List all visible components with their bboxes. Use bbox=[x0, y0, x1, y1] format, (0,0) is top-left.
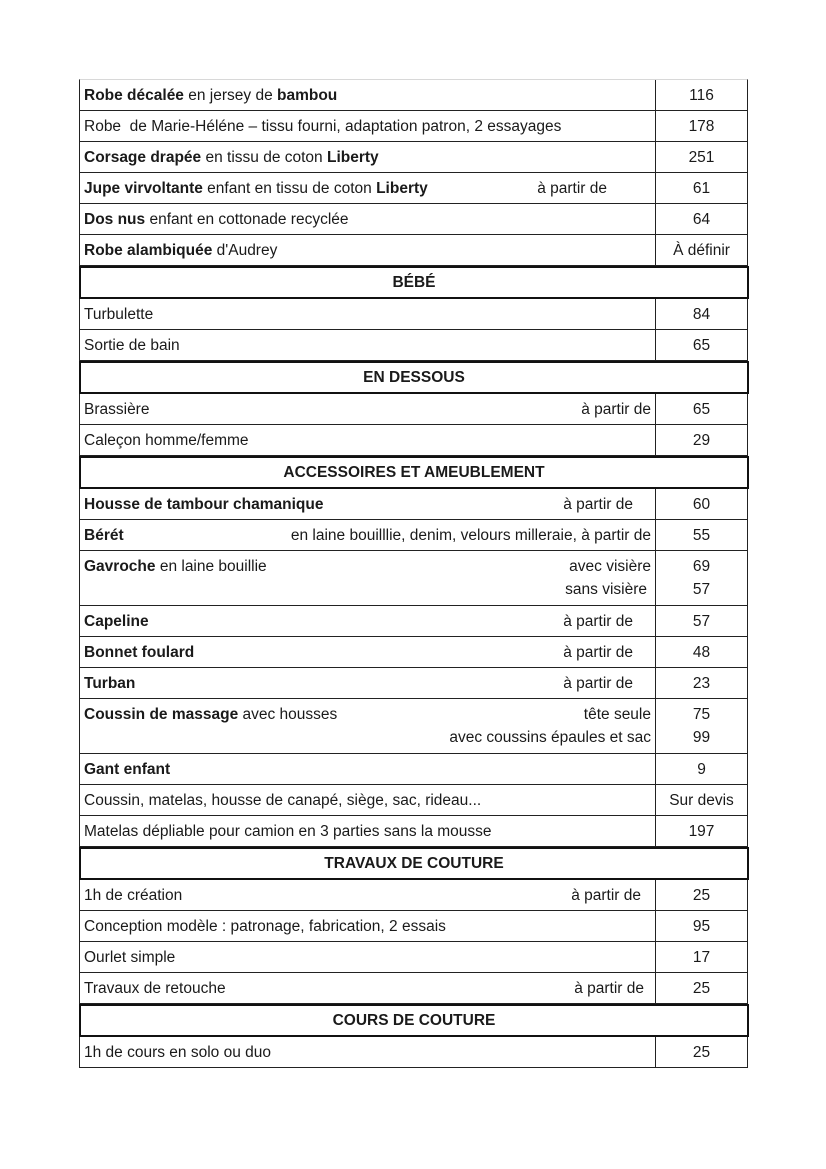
item-price: 25 bbox=[692, 1044, 711, 1061]
price-qualifier: tête seule bbox=[583, 706, 651, 723]
item-name-text: en jersey de bbox=[183, 87, 277, 104]
item-name bbox=[84, 946, 651, 969]
table-row bbox=[79, 1037, 748, 1068]
price-qualifier: avec coussins épaules et sac bbox=[449, 729, 651, 746]
table-row bbox=[79, 489, 748, 520]
item-name bbox=[84, 334, 651, 357]
price-qualifier: à partir de bbox=[563, 675, 633, 692]
item-name bbox=[84, 146, 651, 169]
price-qualifier: à partir de bbox=[571, 887, 641, 904]
table-row bbox=[79, 173, 748, 204]
item-name-text: Conception modèle : patronage, fabrication, 2 essais bbox=[84, 918, 446, 935]
item-name-bold: Bonnet foulard bbox=[84, 644, 195, 661]
item-name-bold: Housse de tambour chamanique bbox=[84, 496, 324, 513]
item-description bbox=[80, 699, 656, 753]
price-table bbox=[79, 79, 748, 1068]
item-name bbox=[84, 703, 584, 726]
item-description bbox=[80, 606, 656, 636]
item-name-text: enfant en cottonade recyclée bbox=[145, 211, 349, 228]
item-name-bold: Bérét bbox=[84, 527, 124, 544]
table-row bbox=[79, 204, 748, 235]
price-qualifier: à partir de bbox=[563, 496, 633, 513]
item-price-alt: 57 bbox=[692, 581, 711, 598]
item-name-text: en laine bouillie bbox=[155, 558, 267, 575]
item-name-bold: Capeline bbox=[84, 613, 149, 630]
rows-cours bbox=[79, 1037, 748, 1068]
section-header-travaux: TRAVAUX DE COUTURE bbox=[79, 847, 749, 880]
price-qualifier: à partir de bbox=[581, 401, 651, 418]
item-name-text: Brassière bbox=[84, 401, 150, 418]
table-row bbox=[79, 425, 748, 456]
table-row bbox=[79, 699, 748, 754]
rows-travaux bbox=[79, 880, 748, 1004]
table-row bbox=[79, 551, 748, 606]
item-price: 84 bbox=[692, 306, 711, 323]
item-price: 29 bbox=[692, 432, 711, 449]
table-row bbox=[79, 111, 748, 142]
item-price: 251 bbox=[688, 149, 715, 166]
item-name-bold: Robe décalée bbox=[84, 87, 184, 104]
table-row bbox=[79, 668, 748, 699]
item-name bbox=[84, 493, 563, 516]
item-description bbox=[80, 330, 656, 360]
item-name-bold: Dos nus bbox=[84, 211, 146, 228]
item-name bbox=[84, 884, 571, 907]
item-description bbox=[80, 816, 656, 846]
item-description bbox=[80, 911, 656, 941]
item-description bbox=[80, 880, 656, 910]
item-price: 60 bbox=[692, 496, 711, 513]
item-description bbox=[80, 111, 656, 141]
item-name bbox=[84, 641, 563, 664]
item-name-bold: Turban bbox=[84, 675, 136, 692]
item-price: Sur devis bbox=[669, 792, 734, 809]
item-name bbox=[84, 84, 651, 107]
item-name bbox=[84, 758, 651, 781]
item-name-bold: Jupe virvoltante bbox=[84, 180, 203, 197]
item-description bbox=[80, 668, 656, 698]
item-price: 25 bbox=[692, 887, 711, 904]
table-row bbox=[79, 299, 748, 330]
item-name-text: Matelas dépliable pour camion en 3 parties sans la mousse bbox=[84, 823, 492, 840]
item-price: 55 bbox=[692, 527, 711, 544]
item-price: 116 bbox=[689, 87, 714, 104]
item-price: 57 bbox=[692, 613, 711, 630]
item-name-text: avec housses bbox=[238, 706, 338, 723]
item-name bbox=[84, 524, 291, 547]
section-header-bebe: BÉBÉ bbox=[79, 266, 749, 299]
item-price: À définir bbox=[673, 242, 730, 259]
item-price: 65 bbox=[692, 337, 711, 354]
item-price: 61 bbox=[692, 180, 711, 197]
item-description bbox=[80, 973, 656, 1003]
table-row bbox=[79, 637, 748, 668]
item-description bbox=[80, 637, 656, 667]
item-description bbox=[80, 1037, 656, 1067]
price-qualifier: avec visière bbox=[569, 558, 651, 575]
table-row bbox=[79, 816, 748, 847]
item-price: 48 bbox=[692, 644, 711, 661]
item-name-text: en tissu de coton bbox=[201, 149, 327, 166]
item-name bbox=[84, 820, 651, 843]
item-price: 178 bbox=[688, 118, 715, 135]
item-description bbox=[80, 520, 656, 550]
item-name-bold: Liberty bbox=[376, 180, 428, 197]
item-description bbox=[80, 551, 656, 605]
item-name-bold: Robe alambiquée bbox=[84, 242, 213, 259]
item-name-bold: Gant enfant bbox=[84, 761, 171, 778]
item-description bbox=[80, 489, 656, 519]
item-description bbox=[80, 785, 656, 815]
item-description bbox=[80, 235, 656, 265]
item-name-text: Travaux de retouche bbox=[84, 980, 226, 997]
item-name bbox=[84, 915, 651, 938]
item-name-text: Robe de Marie-Héléne – tissu fourni, adaptation patron, 2 essayages bbox=[84, 118, 562, 135]
table-row bbox=[79, 330, 748, 361]
item-name bbox=[84, 239, 651, 262]
table-row bbox=[79, 142, 748, 173]
item-price: 23 bbox=[692, 675, 711, 692]
item-price: 65 bbox=[692, 401, 711, 418]
rows-top bbox=[79, 79, 748, 266]
rows-accessoires bbox=[79, 489, 748, 847]
item-name-bold: Coussin de massage bbox=[84, 706, 239, 723]
price-qualifier: à partir de bbox=[537, 180, 607, 197]
table-row bbox=[79, 880, 748, 911]
item-price: 197 bbox=[688, 823, 715, 840]
item-name-bold: bambou bbox=[277, 87, 338, 104]
item-price: 95 bbox=[692, 918, 711, 935]
table-row bbox=[79, 520, 748, 551]
table-row bbox=[79, 973, 748, 1004]
item-price: 69 57 bbox=[656, 551, 747, 605]
table-row bbox=[79, 235, 748, 266]
section-header-accessoires: ACCESSOIRES ET AMEUBLEMENT bbox=[79, 456, 749, 489]
item-description bbox=[80, 80, 656, 110]
item-name bbox=[84, 115, 651, 138]
item-name-text: Turbulette bbox=[84, 306, 154, 323]
rows-en-dessous bbox=[79, 394, 748, 456]
table-row bbox=[79, 754, 748, 785]
price-qualifier: à partir de bbox=[563, 613, 633, 630]
item-name bbox=[84, 177, 537, 200]
item-name-text: enfant en tissu de coton bbox=[202, 180, 377, 197]
table-row bbox=[79, 606, 748, 637]
item-name bbox=[84, 1041, 651, 1064]
section-header-cours: COURS DE COUTURE bbox=[79, 1004, 749, 1037]
item-price: 9 bbox=[697, 761, 706, 778]
item-description bbox=[80, 394, 656, 424]
item-description bbox=[80, 204, 656, 234]
item-price: 25 bbox=[692, 980, 711, 997]
item-name bbox=[84, 610, 563, 633]
item-name-bold: Gavroche bbox=[84, 558, 156, 575]
item-name bbox=[84, 429, 651, 452]
item-name-bold: Corsage drapée bbox=[84, 149, 202, 166]
table-row bbox=[79, 785, 748, 816]
item-name-text: Ourlet simple bbox=[84, 949, 176, 966]
item-description bbox=[80, 299, 656, 329]
table-row bbox=[79, 394, 748, 425]
item-description bbox=[80, 173, 656, 203]
price-qualifier: à partir de bbox=[574, 980, 644, 997]
table-row bbox=[79, 942, 748, 973]
item-description bbox=[80, 425, 656, 455]
rows-bebe bbox=[79, 299, 748, 361]
item-price-alt: 99 bbox=[692, 729, 711, 746]
item-description bbox=[80, 142, 656, 172]
item-name-text: Caleçon homme/femme bbox=[84, 432, 249, 449]
item-name bbox=[84, 672, 563, 695]
item-name bbox=[84, 208, 651, 231]
item-name bbox=[84, 398, 581, 421]
item-price: 17 bbox=[692, 949, 711, 966]
item-name bbox=[84, 303, 651, 326]
price-qualifier: sans visière bbox=[565, 581, 647, 598]
item-name bbox=[84, 789, 651, 812]
item-name bbox=[84, 555, 569, 578]
item-description bbox=[80, 942, 656, 972]
item-description bbox=[80, 754, 656, 784]
price-qualifier: à partir de bbox=[563, 644, 633, 661]
item-name-bold: Liberty bbox=[326, 149, 379, 166]
section-header-en-dessous: EN DESSOUS bbox=[79, 361, 749, 394]
item-name-text: Coussin, matelas, housse de canapé, siège, sac, rideau... bbox=[84, 792, 482, 809]
item-name-text: Sortie de bain bbox=[84, 337, 180, 354]
table-row bbox=[79, 79, 748, 111]
price-qualifier: en laine bouilllie, denim, velours milleraie, à partir de bbox=[290, 527, 651, 544]
item-name-text: 1h de cours en solo ou duo bbox=[84, 1044, 271, 1061]
item-price: 75 99 bbox=[656, 699, 747, 753]
item-name-text: 1h de création bbox=[84, 887, 183, 904]
table-row bbox=[79, 911, 748, 942]
item-name bbox=[84, 977, 574, 1000]
item-price: 64 bbox=[692, 211, 711, 228]
item-name-text: d'Audrey bbox=[212, 242, 278, 259]
